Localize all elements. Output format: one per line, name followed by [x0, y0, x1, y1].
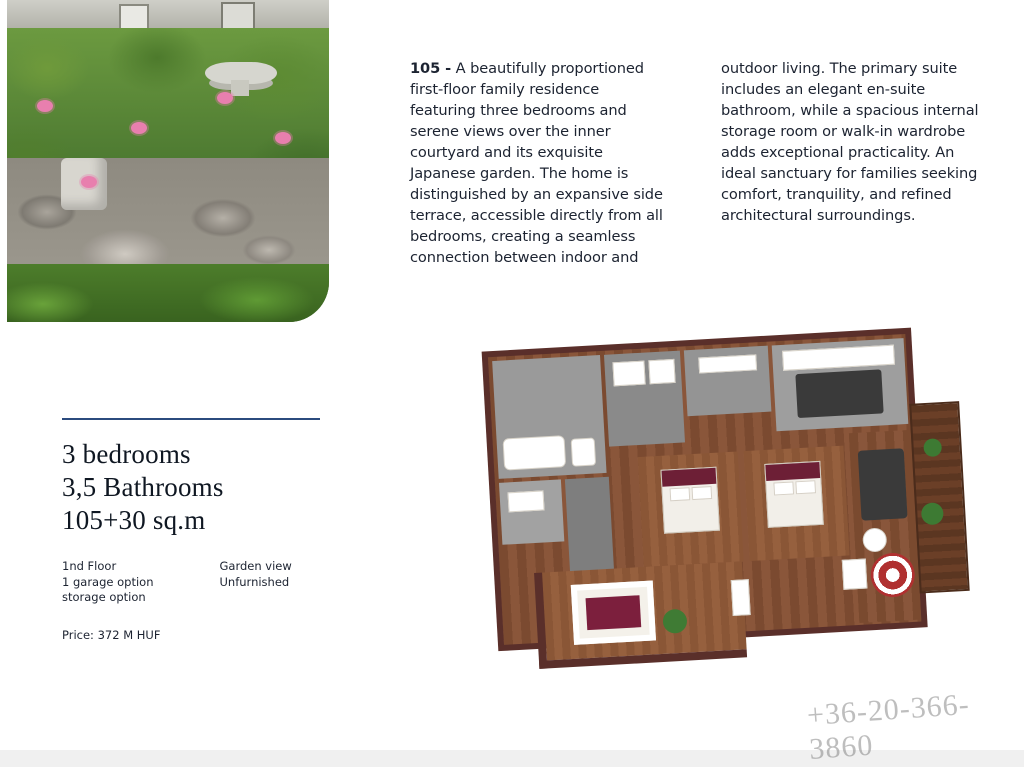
- spec-furnishing: Unfurnished: [219, 574, 290, 589]
- plan-desk: [731, 579, 751, 616]
- property-summary: [62, 418, 332, 642]
- floorplan-drawing: [481, 317, 979, 673]
- property-headline: [62, 438, 332, 537]
- spec-garage: 1 garage option: [62, 574, 154, 589]
- divider-rule: [62, 418, 320, 420]
- plan-room-bedroom-1: [638, 452, 744, 567]
- property-price: Price: 372 M HUF: [62, 627, 161, 642]
- plan-sofa-dark: [858, 448, 908, 520]
- plan-wardrobe: [698, 354, 757, 373]
- specs-column-left: [62, 559, 154, 606]
- property-specs: [62, 559, 332, 606]
- plan-pillow: [670, 487, 691, 501]
- plan-bed: [660, 467, 719, 534]
- plan-terrace: [909, 401, 970, 593]
- photo-flower: [217, 92, 233, 104]
- plan-bed-master: [571, 580, 656, 644]
- plan-dining-table: [795, 369, 883, 418]
- floorplan-area: [410, 300, 1010, 766]
- description-column-right: outdoor living. The primary suite includes an elegant en-suite bathroom, while a spacious internal storage room or walk-in wardrobe adds exceptional practicality. An ideal sanctuary for families seeking comfort, tranquility, and refined architectural surroundings.: [721, 60, 979, 224]
- plan-bed-headboard: [765, 462, 820, 481]
- plan-toilet: [571, 437, 597, 466]
- plan-pillow: [773, 481, 794, 495]
- plan-bed-headboard: [662, 468, 717, 487]
- plan-room-bedroom-2: [744, 446, 850, 561]
- plan-pillow: [795, 480, 816, 494]
- spec-floor: 1nd Floor: [62, 559, 117, 573]
- plan-bed: [764, 461, 823, 528]
- description-column-left: 105 - A beautifully proportioned first-floor family residence featuring three bedrooms and serene views over the inner courtyard and its exquisite Japanese garden. The home is distinguished by an expansive side terrace, accessible directly from all bedrooms, creating a seamless connection between indoor and: [410, 60, 663, 266]
- plan-armchair: [842, 559, 868, 590]
- plan-pillow: [692, 486, 713, 500]
- photo-flower: [37, 100, 53, 112]
- photo-flower: [131, 122, 147, 134]
- spec-storage: storage option: [62, 590, 146, 604]
- plan-room-bedroom-3: [534, 561, 747, 668]
- phone-watermark: +36-20-366-3860: [805, 687, 971, 766]
- headline-bedrooms: 3 bedrooms: [62, 439, 191, 469]
- headline-area: 105+30 sq.m: [62, 505, 206, 535]
- plan-vanity: [612, 361, 645, 387]
- plan-shower: [648, 359, 675, 384]
- photo-ground-cover: [7, 264, 329, 322]
- description-block: [410, 58, 980, 268]
- specs-column-right: [220, 559, 292, 606]
- plan-bathtub: [502, 435, 566, 470]
- plan-sink: [508, 490, 545, 512]
- photo-flower: [275, 132, 291, 144]
- plan-plant: [662, 609, 687, 634]
- spec-view: Garden view: [219, 559, 292, 573]
- photo-flower: [81, 176, 97, 188]
- headline-bathrooms: 3,5 Bathrooms: [62, 472, 224, 502]
- photo-garden-lantern: [205, 62, 277, 84]
- property-photo: [7, 0, 329, 322]
